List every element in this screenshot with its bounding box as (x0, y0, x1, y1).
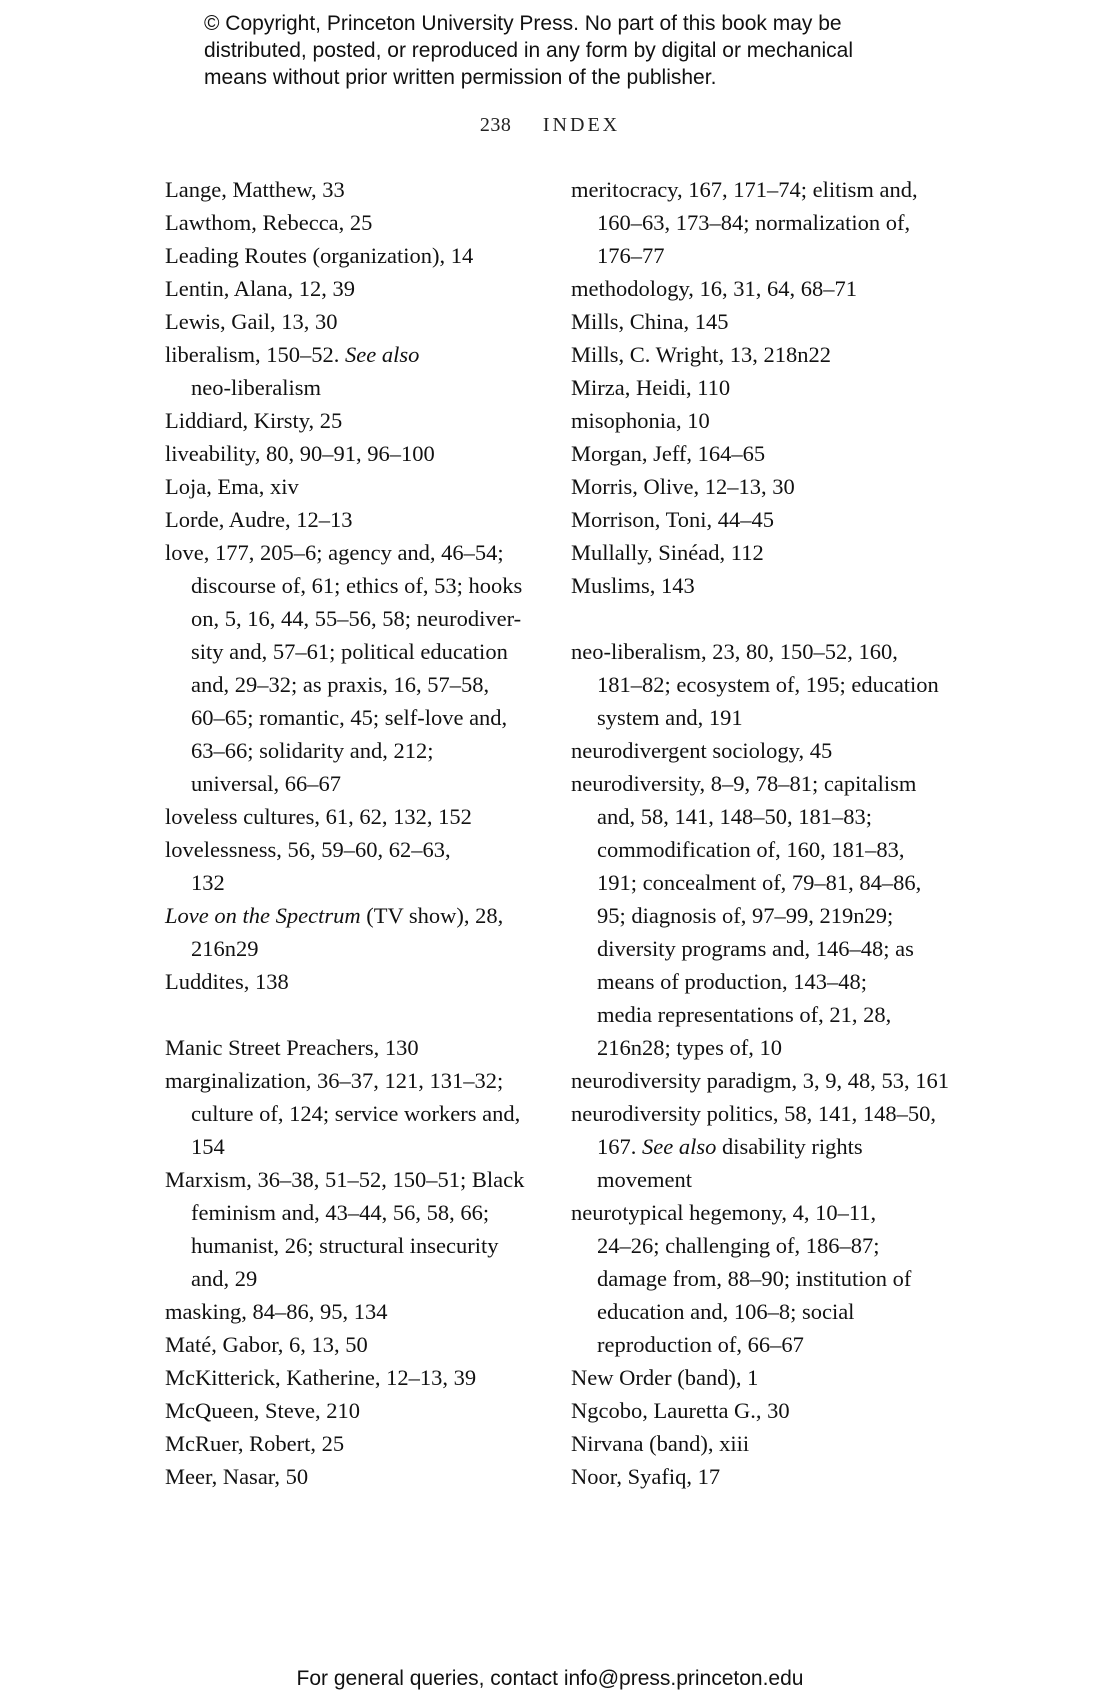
index-entry-continuation-line (165, 734, 550, 767)
entry-text: on, 5, 16, 44, 55–56, 58; neurodiver- (191, 606, 522, 631)
entry-text: masking, 84–86, 95, 134 (165, 1299, 388, 1324)
index-entry-continuation-line (165, 1130, 550, 1163)
entry-text: liberalism, 150–52. (165, 342, 345, 367)
index-entry (571, 437, 971, 470)
index-entry-heading-line (571, 635, 971, 668)
entry-text: Liddiard, Kirsty, 25 (165, 408, 343, 433)
index-entry-continuation-line (165, 668, 550, 701)
index-entry-heading-line (165, 965, 550, 998)
index-entry-heading-line (165, 239, 550, 272)
index-entry-continuation-line (571, 866, 971, 899)
index-entry-heading-line (165, 1163, 550, 1196)
entry-text: Lorde, Audre, 12–13 (165, 507, 353, 532)
entry-text: 216n28; types of, 10 (597, 1035, 782, 1060)
index-entry-heading-line (165, 1361, 550, 1394)
index-entry-continuation-line (571, 1262, 971, 1295)
entry-text: Meer, Nasar, 50 (165, 1464, 309, 1489)
entry-text: misophonia, 10 (571, 408, 710, 433)
index-entry-continuation-line (571, 1163, 971, 1196)
page-number: 238 (479, 114, 512, 136)
index-entry (165, 404, 550, 437)
entry-text: methodology, 16, 31, 64, 68–71 (571, 276, 858, 301)
index-entry (165, 1361, 550, 1394)
index-entry (165, 437, 550, 470)
index-entry-heading-line (571, 1196, 971, 1229)
index-entry (165, 1031, 550, 1064)
index-entry-continuation-line (165, 1196, 550, 1229)
index-entry (571, 734, 971, 767)
index-entry-heading-line (165, 1427, 550, 1460)
index-entry-heading-line (165, 470, 550, 503)
entry-text: Mirza, Heidi, 110 (571, 375, 731, 400)
entry-text: Lange, Matthew, 33 (165, 177, 345, 202)
index-entry (165, 536, 550, 800)
index-entry-continuation-line (165, 932, 550, 965)
letter-group-gap (571, 602, 971, 635)
index-entry-heading-line (165, 800, 550, 833)
index-entry (165, 1460, 550, 1493)
index-entry-heading-line (571, 536, 971, 569)
index-entry-continuation-line (571, 998, 971, 1031)
entry-text: 132 (191, 870, 225, 895)
index-entry (571, 536, 971, 569)
entry-text: Lawthom, Rebecca, 25 (165, 210, 373, 235)
entry-text: Lentin, Alana, 12, 39 (165, 276, 355, 301)
italic-text: See also (344, 342, 420, 367)
index-entry-continuation-line (571, 800, 971, 833)
entry-text: 24–26; challenging of, 186–87; (597, 1233, 880, 1258)
index-entry (571, 1460, 971, 1493)
index-entry (571, 371, 971, 404)
index-entry-heading-line (165, 272, 550, 305)
entry-text: neo-liberalism (191, 375, 321, 400)
entry-text: 95; diagnosis of, 97–99, 219n29; (597, 903, 894, 928)
entry-text: Mills, China, 145 (571, 309, 729, 334)
entry-text: McKitterick, Katherine, 12–13, 39 (165, 1365, 477, 1390)
index-entry (165, 470, 550, 503)
entry-text: humanist, 26; structural insecurity (191, 1233, 499, 1258)
italic-text: Love on the Spectrum (165, 903, 361, 928)
index-entry (571, 470, 971, 503)
index-entry (165, 1295, 550, 1328)
entry-text: McRuer, Robert, 25 (165, 1431, 345, 1456)
index-entry (165, 1394, 550, 1427)
section-title: INDEX (542, 114, 621, 136)
index-entry-heading-line (165, 503, 550, 536)
index-entry-continuation-line (165, 635, 550, 668)
index-entry-heading-line (571, 437, 971, 470)
index-entry (165, 305, 550, 338)
index-entry-continuation-line (165, 1262, 550, 1295)
index-entry-continuation-line (571, 1229, 971, 1262)
index-entry (165, 800, 550, 833)
entry-text: liveability, 80, 90–91, 96–100 (165, 441, 435, 466)
index-entry (165, 503, 550, 536)
entry-text: Leading Routes (organization), 14 (165, 243, 474, 268)
entry-text: McQueen, Steve, 210 (165, 1398, 360, 1423)
index-entry (571, 635, 971, 734)
index-entry (165, 338, 550, 404)
index-entry-continuation-line (571, 1328, 971, 1361)
index-entry-continuation-line (571, 1130, 971, 1163)
index-entry (571, 338, 971, 371)
entry-text: 60–65; romantic, 45; self-love and, (191, 705, 508, 730)
entry-text: Marxism, 36–38, 51–52, 150–51; Black (165, 1167, 525, 1192)
index-entry (165, 1427, 550, 1460)
entry-text: love, 177, 205–6; agency and, 46–54; (165, 540, 504, 565)
index-entry-heading-line (571, 371, 971, 404)
entry-text: New Order (band), 1 (571, 1365, 759, 1390)
index-entry-continuation-line (571, 899, 971, 932)
entry-text: neurotypical hegemony, 4, 10–11, (571, 1200, 877, 1225)
index-entry (571, 305, 971, 338)
index-entry (165, 206, 550, 239)
entry-text: damage from, 88–90; institution of (597, 1266, 912, 1291)
index-entry-continuation-line (165, 701, 550, 734)
index-entry-heading-line (571, 1361, 971, 1394)
index-entry-heading-line (571, 305, 971, 338)
index-entry (571, 1064, 971, 1097)
entry-text: loveless cultures, 61, 62, 132, 152 (165, 804, 472, 829)
entry-text: neurodiversity politics, 58, 141, 148–50, (571, 1101, 936, 1126)
index-entry (571, 1394, 971, 1427)
index-column-right (571, 173, 971, 1493)
entry-text: universal, 66–67 (191, 771, 341, 796)
entry-text: Luddites, 138 (165, 969, 289, 994)
index-entry-continuation-line (571, 1031, 971, 1064)
entry-text: system and, 191 (597, 705, 743, 730)
index-entry-heading-line (165, 338, 550, 371)
index-entry-continuation-line (571, 1295, 971, 1328)
index-entry-heading-line (165, 899, 550, 932)
index-entry-heading-line (165, 1064, 550, 1097)
entry-text: Maté, Gabor, 6, 13, 50 (165, 1332, 368, 1357)
entry-text: Noor, Syafiq, 17 (571, 1464, 721, 1489)
entry-text: disability rights (716, 1134, 863, 1159)
index-entry-continuation-line (165, 1229, 550, 1262)
entry-text: movement (597, 1167, 692, 1192)
index-entry-heading-line (571, 734, 971, 767)
index-entry-heading-line (571, 1427, 971, 1460)
index-entry-heading-line (165, 1394, 550, 1427)
index-entry (571, 1427, 971, 1460)
entry-text: media representations of, 21, 28, (597, 1002, 892, 1027)
index-entry-continuation-line (571, 932, 971, 965)
index-entry-continuation-line (571, 833, 971, 866)
copyright-notice (204, 10, 964, 91)
entry-text: Loja, Ema, xiv (165, 474, 299, 499)
entry-text: education and, 106–8; social (597, 1299, 855, 1324)
entry-text: and, 29 (191, 1266, 258, 1291)
entry-text: 191; concealment of, 79–81, 84–86, (597, 870, 922, 895)
index-entry (165, 1064, 550, 1163)
index-entry-heading-line (165, 404, 550, 437)
index-entry (571, 272, 971, 305)
index-entry-heading-line (571, 404, 971, 437)
entry-text: sity and, 57–61; political education (191, 639, 508, 664)
index-entry (571, 1196, 971, 1361)
index-entry-heading-line (571, 503, 971, 536)
index-entry-heading-line (571, 338, 971, 371)
entry-text: neurodiversity paradigm, 3, 9, 48, 53, 161 (571, 1068, 950, 1093)
copyright-line: distributed, posted, or reproduced in any form by digital or mechanical (204, 39, 854, 62)
entry-text: meritocracy, 167, 171–74; elitism and, (571, 177, 918, 202)
index-entry-heading-line (571, 767, 971, 800)
index-entry (571, 404, 971, 437)
entry-text: 160–63, 173–84; normalization of, (597, 210, 911, 235)
entry-text: 181–82; ecosystem of, 195; education (597, 672, 939, 697)
entry-text: and, 29–32; as praxis, 16, 57–58, (191, 672, 490, 697)
index-entry (571, 173, 971, 272)
entry-text: discourse of, 61; ethics of, 53; hooks (191, 573, 523, 598)
index-entry-continuation-line (165, 866, 550, 899)
entry-text: 176–77 (597, 243, 665, 268)
entry-text: Ngcobo, Lauretta G., 30 (571, 1398, 790, 1423)
index-entry (165, 239, 550, 272)
index-entry-continuation-line (165, 1097, 550, 1130)
index-entry-continuation-line (165, 371, 550, 404)
index-entry-heading-line (165, 305, 550, 338)
entry-text: Morrison, Toni, 44–45 (571, 507, 775, 532)
entry-text: lovelessness, 56, 59–60, 62–63, (165, 837, 451, 862)
letter-group-gap (165, 998, 550, 1031)
entry-text: Lewis, Gail, 13, 30 (165, 309, 338, 334)
index-entry-continuation-line (165, 767, 550, 800)
index-entry-continuation-line (165, 569, 550, 602)
index-column-left (165, 173, 550, 1493)
entry-text: neo-liberalism, 23, 80, 150–52, 160, (571, 639, 898, 664)
entry-text: Muslims, 143 (571, 573, 695, 598)
index-entry-heading-line (165, 206, 550, 239)
entry-text: neurodivergent sociology, 45 (571, 738, 833, 763)
index-entry (165, 272, 550, 305)
index-entry-continuation-line (165, 602, 550, 635)
entry-text: (TV show), 28, (360, 903, 504, 928)
entry-text: Nirvana (band), xiii (571, 1431, 750, 1456)
entry-text: 63–66; solidarity and, 212; (191, 738, 434, 763)
entry-text: and, 58, 141, 148–50, 181–83; (597, 804, 872, 829)
entry-text: diversity programs and, 146–48; as (597, 936, 914, 961)
entry-text: reproduction of, 66–67 (597, 1332, 804, 1357)
entry-text: 167. (597, 1134, 642, 1159)
running-head (0, 114, 1100, 137)
entry-text: 216n29 (191, 936, 259, 961)
index-entry-heading-line (165, 1460, 550, 1493)
entry-text: culture of, 124; service workers and, (191, 1101, 521, 1126)
entry-text: commodification of, 160, 181–83, (597, 837, 905, 862)
entry-text: means of production, 143–48; (597, 969, 867, 994)
entry-text: Morgan, Jeff, 164–65 (571, 441, 766, 466)
index-entry-heading-line (571, 569, 971, 602)
entry-text: feminism and, 43–44, 56, 58, 66; (191, 1200, 490, 1225)
italic-text: See also (642, 1134, 717, 1159)
index-entry-heading-line (571, 173, 971, 206)
copyright-line: means without prior written permission of the publisher. (204, 66, 717, 89)
index-entry-heading-line (571, 1460, 971, 1493)
index-entry (165, 1328, 550, 1361)
index-entry-continuation-line (571, 668, 971, 701)
index-entry (571, 767, 971, 1064)
entry-text: Morris, Olive, 12–13, 30 (571, 474, 795, 499)
index-entry-continuation-line (571, 206, 971, 239)
index-entry-heading-line (571, 470, 971, 503)
index-entry-heading-line (571, 1064, 971, 1097)
index-entry-continuation-line (571, 965, 971, 998)
entry-text: Mills, C. Wright, 13, 218n22 (571, 342, 831, 367)
entry-text: Mullally, Sinéad, 112 (571, 540, 764, 565)
index-entry-heading-line (165, 1031, 550, 1064)
index-entry-heading-line (571, 1097, 971, 1130)
index-entry (165, 833, 550, 899)
entry-text: neurodiversity, 8–9, 78–81; capitalism (571, 771, 917, 796)
index-entry-heading-line (165, 437, 550, 470)
index-entry (571, 503, 971, 536)
index-entry (165, 173, 550, 206)
index-entry (165, 899, 550, 965)
index-entry-continuation-line (571, 239, 971, 272)
index-entry-heading-line (571, 272, 971, 305)
entry-text: Manic Street Preachers, 130 (165, 1035, 419, 1060)
copyright-line: © Copyright, Princeton University Press. No part of this book may be (204, 12, 842, 35)
index-entry-heading-line (165, 173, 550, 206)
index-entry-heading-line (165, 1328, 550, 1361)
index-entry-heading-line (165, 833, 550, 866)
entry-text: 154 (191, 1134, 225, 1159)
entry-text: marginalization, 36–37, 121, 131–32; (165, 1068, 504, 1093)
index-entry (571, 569, 971, 602)
index-entry (571, 1361, 971, 1394)
index-entry (165, 965, 550, 998)
index-entry-heading-line (571, 1394, 971, 1427)
index-entry (571, 1097, 971, 1196)
index-entry (165, 1163, 550, 1295)
index-entry-continuation-line (571, 701, 971, 734)
index-entry-heading-line (165, 536, 550, 569)
index-entry-heading-line (165, 1295, 550, 1328)
footer-contact: For general queries, contact info@press.princeton.edu (296, 1667, 804, 1690)
